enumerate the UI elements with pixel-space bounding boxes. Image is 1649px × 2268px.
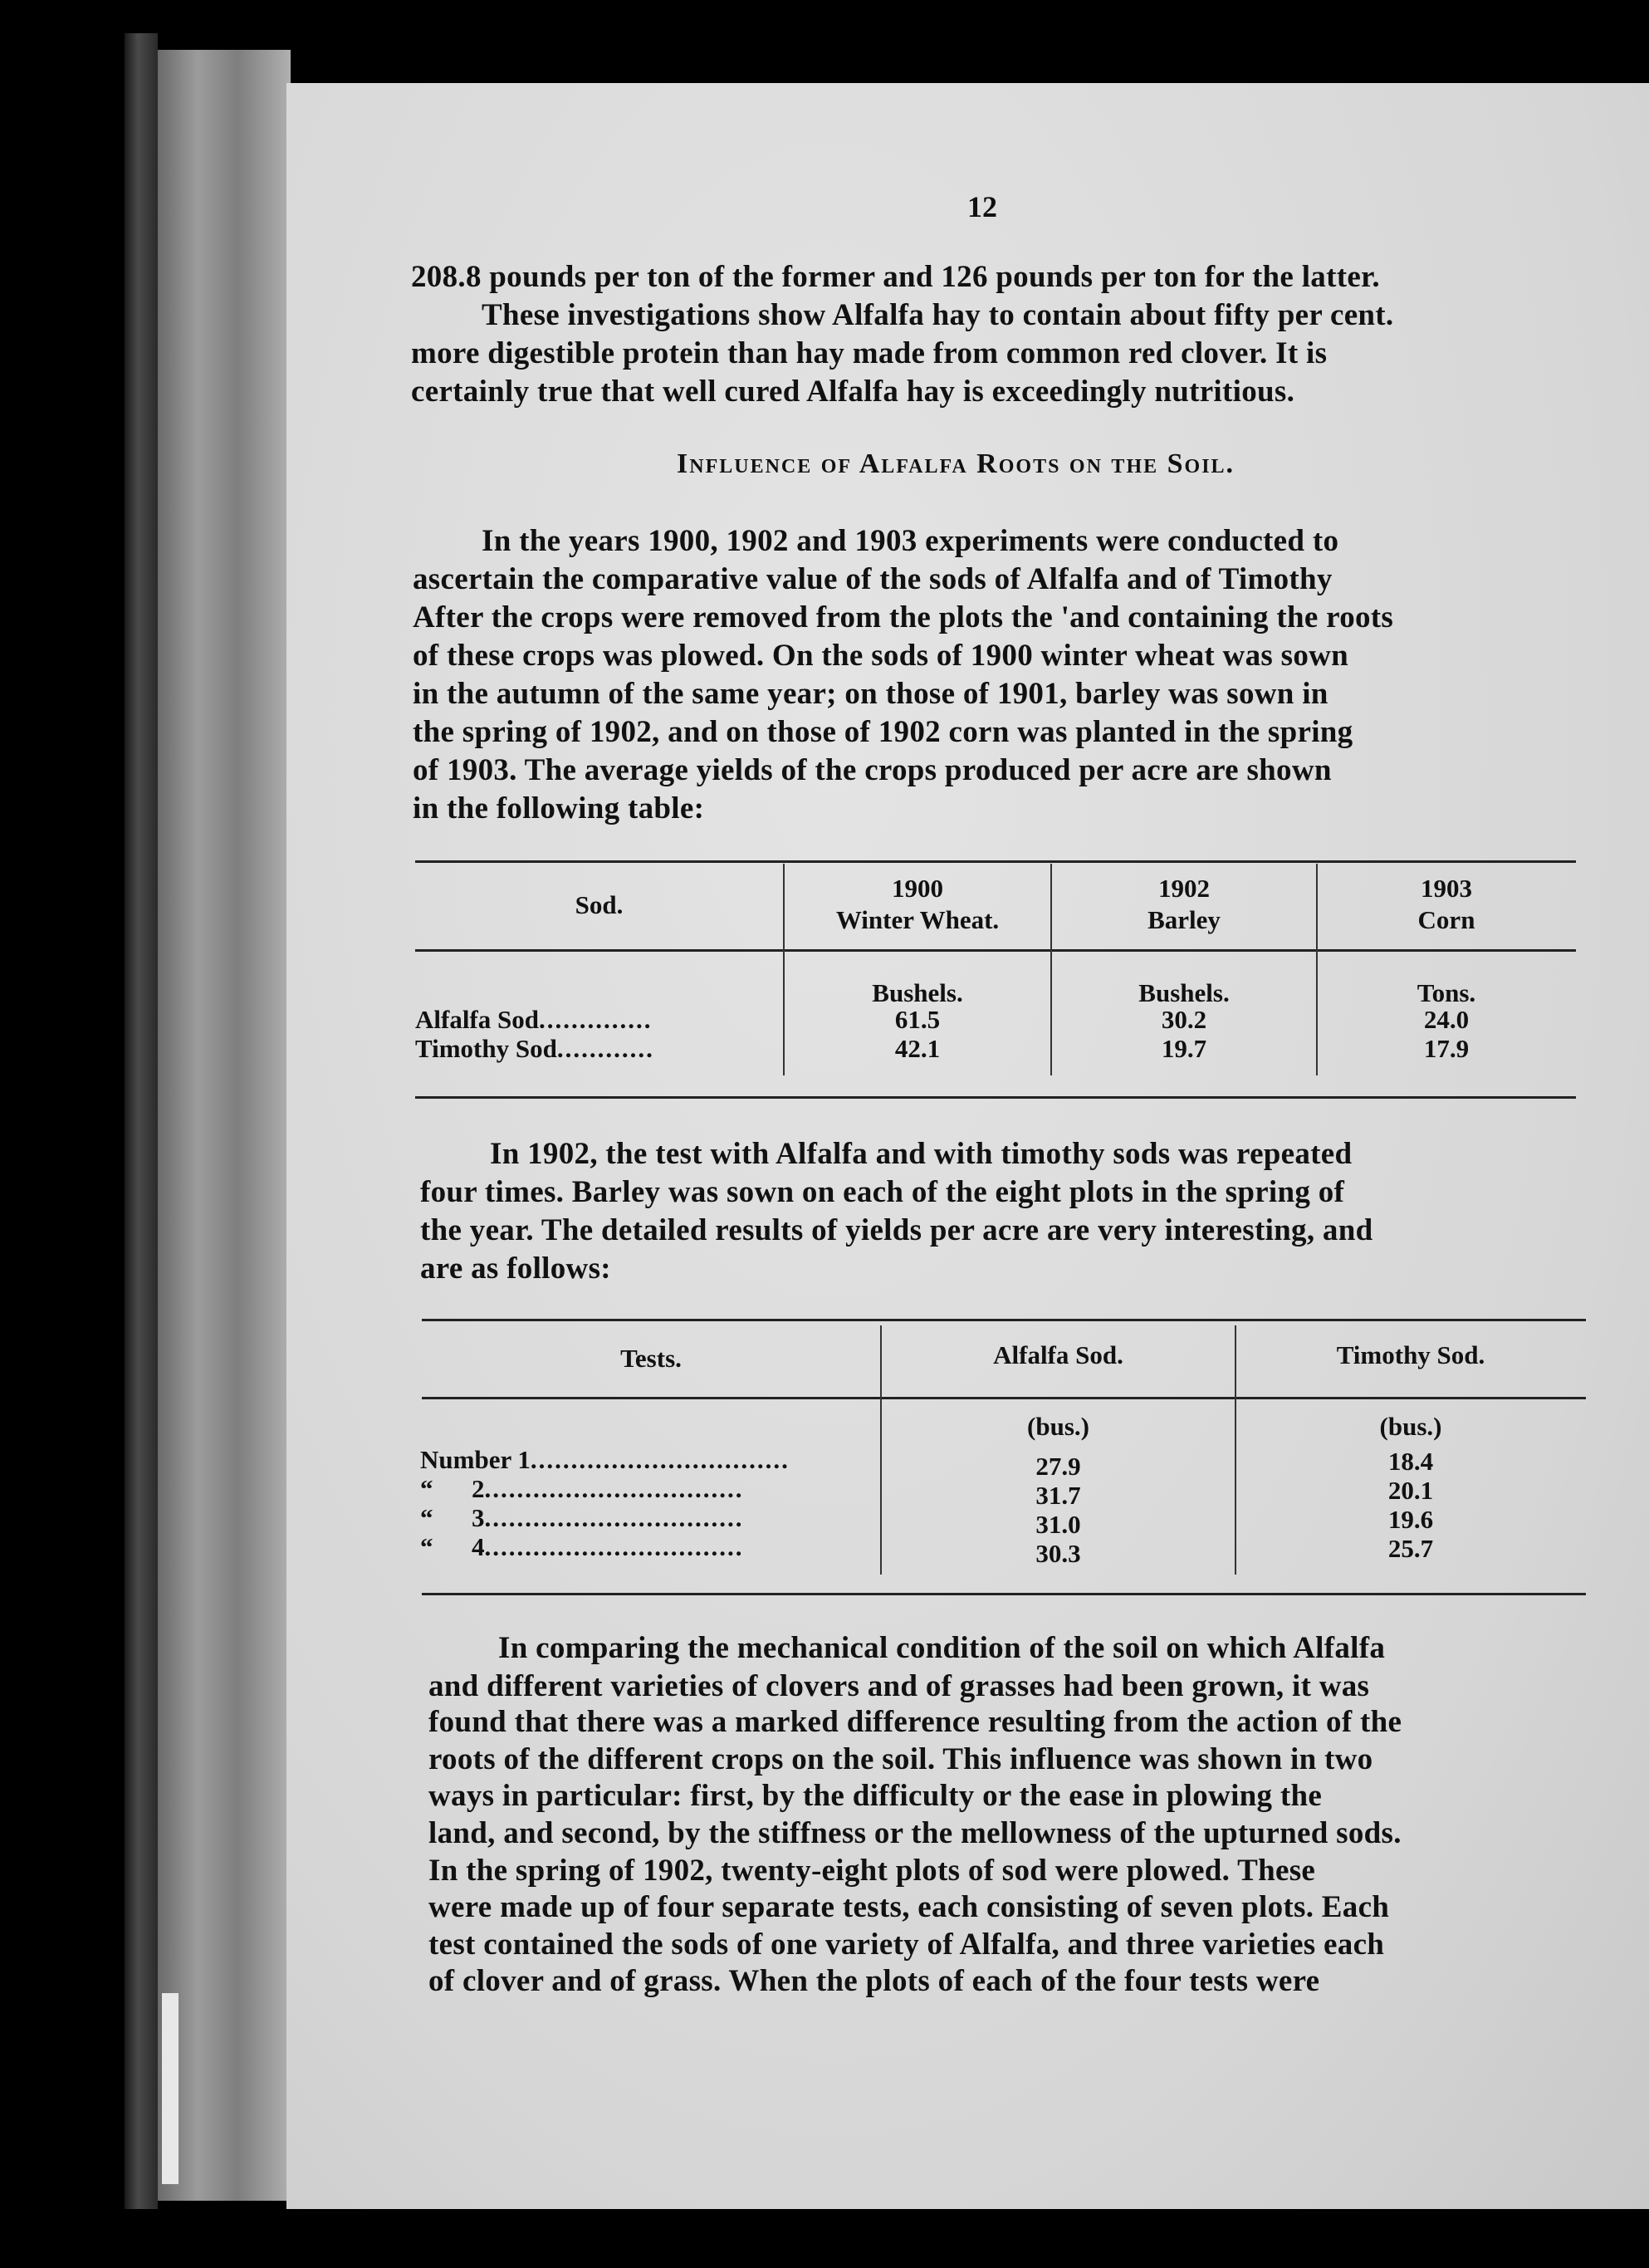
text-line: In the spring of 1902, twenty-eight plots of sod were plowed. These — [428, 1854, 1316, 1888]
leader-dots: ................................ — [530, 1445, 790, 1474]
text-line: In comparing the mechanical condition of the soil on which Alfalfa — [498, 1631, 1386, 1665]
table-cell: 42.1 — [894, 1034, 941, 1063]
page-number: 12 — [967, 190, 997, 223]
column-header-sod: Sod. — [575, 890, 624, 919]
unit-label: Tons. — [1417, 978, 1476, 1007]
table-rule-top — [415, 860, 1576, 863]
table-rule-bottom — [422, 1593, 1586, 1595]
text-line: four times. Barley was sown on each of the eight plots in the spring of — [420, 1175, 1345, 1209]
text-line: 208.8 pounds per ton of the former and 126 pounds per ton for the latter. — [411, 260, 1380, 294]
table-cell: 27.9 — [1035, 1452, 1081, 1481]
text-line: In 1902, the test with Alfalfa and with timothy sods was repeated — [490, 1137, 1353, 1171]
text-line: of these crops was plowed. On the sods of 1900 winter wheat was sown — [413, 639, 1349, 673]
table-row-label — [420, 1445, 790, 1475]
table-cell: 19.7 — [1161, 1034, 1207, 1063]
row-label-text: Timothy Sod — [415, 1034, 557, 1063]
column-header-timothy: Timothy Sod. — [1336, 1340, 1485, 1369]
column-header-year: 1900 — [892, 874, 943, 903]
table-cell: 17.9 — [1423, 1034, 1470, 1063]
row-label-text: Alfalfa Sod — [415, 1005, 539, 1034]
leader-dots: ............ — [556, 1034, 654, 1063]
book-page-edges — [158, 50, 291, 2201]
table-rule-bottom — [415, 1096, 1576, 1099]
table-cell: 24.0 — [1423, 1005, 1470, 1034]
text-line: These investigations show Alfalfa hay to contain about fifty per cent. — [482, 298, 1394, 332]
text-line: ascertain the comparative value of the sods of Alfalfa and of Timothy — [413, 562, 1333, 596]
table-row-label — [420, 1503, 744, 1533]
table-row-label — [415, 1034, 654, 1064]
unit-label: (bus.) — [1027, 1412, 1089, 1441]
table-cell: 25.7 — [1387, 1534, 1434, 1563]
unit-label: Bushels. — [872, 978, 963, 1007]
row-label-text: “ 4 — [420, 1532, 485, 1561]
leader-dots: ................................ — [484, 1474, 744, 1503]
column-header-crop: Winter Wheat. — [835, 905, 1000, 934]
book-spine-edge — [125, 33, 158, 2209]
table-cell: 30.3 — [1035, 1539, 1081, 1568]
leader-dots: ................................ — [484, 1503, 744, 1532]
section-heading: Influence of Alfalfa Roots on the Soil. — [677, 448, 1236, 479]
text-line: found that there was a marked difference resulting from the action of the — [428, 1705, 1402, 1739]
text-line: the spring of 1902, and on those of 1902 corn was planted in the spring — [413, 715, 1353, 749]
table-row-label — [420, 1474, 744, 1504]
table-cell: 30.2 — [1161, 1005, 1207, 1034]
column-header-crop: Corn — [1417, 905, 1475, 934]
row-label-text: “ 3 — [420, 1503, 485, 1532]
table-cell: 61.5 — [894, 1005, 941, 1034]
table-rule-top — [422, 1319, 1586, 1321]
text-line: land, and second, by the stiffness or the mellowness of the upturned sods. — [428, 1816, 1402, 1850]
text-line: the year. The detailed results of yields per acre are very interesting, and — [420, 1213, 1373, 1247]
text-line: and different varieties of clovers and of grasses had been grown, it was — [428, 1669, 1370, 1703]
text-line: ways in particular: first, by the difficulty or the ease in plowing the — [428, 1779, 1323, 1813]
text-line: roots of the different crops on the soil. This influence was shown in two — [428, 1742, 1373, 1776]
text-line: certainly true that well cured Alfalfa hay is exceedingly nutritious. — [411, 375, 1295, 409]
leader-dots: .............. — [539, 1005, 653, 1034]
table-cell: 19.6 — [1387, 1505, 1434, 1534]
text-line: are as follows: — [420, 1252, 611, 1286]
table-cell: 31.7 — [1035, 1481, 1081, 1510]
column-header-crop: Barley — [1147, 905, 1221, 934]
book-page-corner — [162, 1993, 179, 2184]
column-header-alfalfa: Alfalfa Sod. — [993, 1340, 1123, 1369]
leader-dots: ................................ — [484, 1532, 744, 1561]
text-line: in the following table: — [413, 791, 705, 825]
text-line: In the years 1900, 1902 and 1903 experiments were conducted to — [482, 524, 1339, 558]
column-header-tests: Tests. — [620, 1344, 682, 1373]
unit-label: (bus.) — [1379, 1412, 1442, 1441]
text-line: of 1903. The average yields of the crops produced per acre are shown — [413, 753, 1332, 787]
table-row-label — [415, 1005, 653, 1035]
text-line: more digestible protein than hay made from common red clover. It is — [411, 336, 1328, 370]
row-label-text: “ 2 — [420, 1474, 485, 1503]
table-cell: 18.4 — [1387, 1447, 1434, 1476]
table-rule-header — [422, 1397, 1586, 1399]
unit-label: Bushels. — [1138, 978, 1230, 1007]
row-label-text: Number 1 — [420, 1445, 531, 1474]
column-header-year: 1902 — [1158, 874, 1210, 903]
text-line: of clover and of grass. When the plots of each of the four tests were — [428, 1964, 1320, 1998]
table-rule-header — [415, 949, 1576, 952]
text-line: were made up of four separate tests, each consisting of seven plots. Each — [428, 1890, 1390, 1924]
table-cell: 20.1 — [1387, 1476, 1434, 1505]
text-line: in the autumn of the same year; on those of 1901, barley was sown in — [413, 677, 1328, 711]
text-line: test contained the sods of one variety of Alfalfa, and three varieties each — [428, 1928, 1385, 1962]
table-row-label — [420, 1532, 744, 1562]
table-cell: 31.0 — [1035, 1510, 1081, 1539]
column-header-year: 1903 — [1421, 874, 1472, 903]
text-line: After the crops were removed from the plots the 'and containing the roots — [413, 600, 1394, 634]
